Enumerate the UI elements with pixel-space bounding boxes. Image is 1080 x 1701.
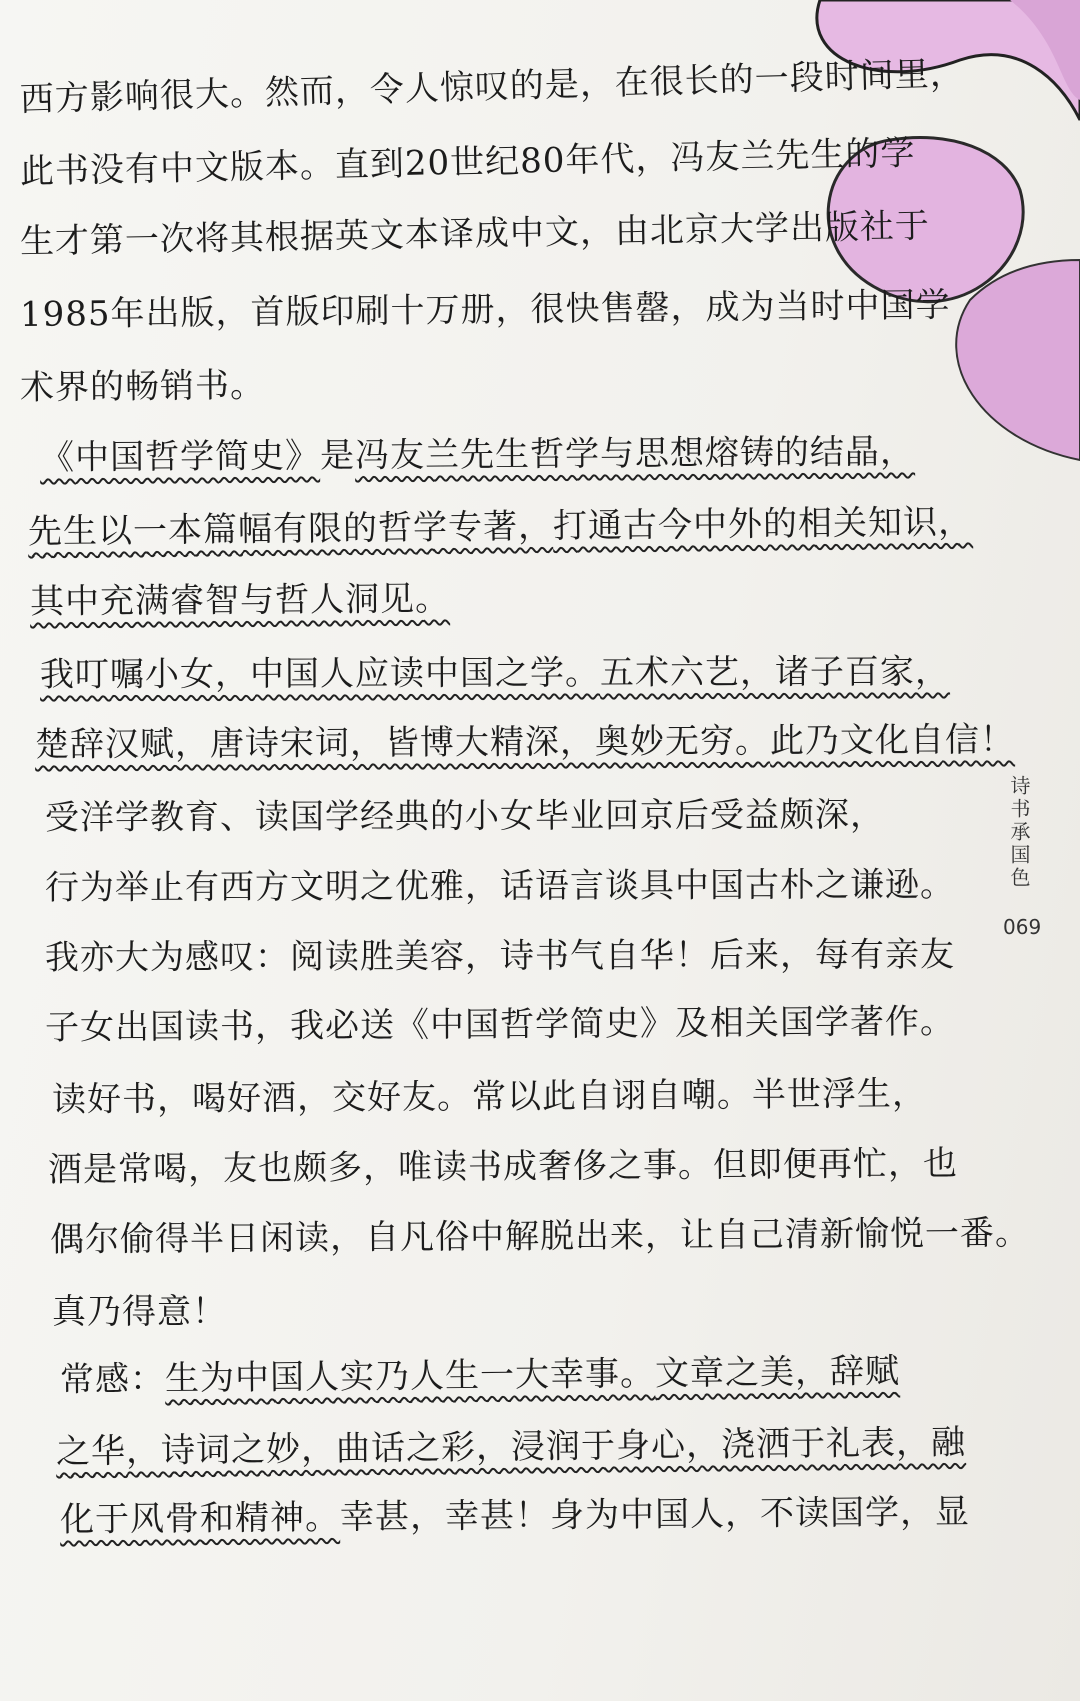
text-segment: 子女出国读书，我必送《中国哲学简史》及相关国学著作。 [44,1001,956,1048]
text-line [45,795,885,838]
underlined-text: 先生以一本篇幅有限的哲学专著， [27,506,554,552]
text-line [60,1351,900,1400]
underlined-text: 之华，诗词之妙，曲话之彩，浸润于身心，浇洒于礼表，融 [55,1422,967,1472]
text-segment: 术界的畅销书。 [19,365,266,408]
text-line [50,1213,1030,1260]
text-segment: 真乃得意！ [52,1292,227,1332]
underlined-text: 文章之美，辞赋 [654,1351,901,1394]
text-segment: 酒是常喝，友也颇多，唯读书成奢侈之事。但即便再忙，也 [47,1143,959,1190]
text-line [40,432,915,478]
text-segment: 1985年出版，首版印刷十万册，很快售罄，成为当时中国学 [19,285,951,335]
text-line [28,502,973,552]
text-segment: 幸甚，幸甚！身为中国人，不读国学，显 [339,1492,971,1538]
underlined-text: 其中充满睿智与哲人洞见。 [29,579,451,622]
underlined-text: 冯友兰先生哲学与思想熔铸的结晶， [354,431,916,476]
running-title: 诗书承国色 [1007,775,1031,890]
text-line [35,720,1015,765]
underlined-text: 生为中国人实乃人生一大幸事。 [164,1353,656,1399]
text-line [60,1492,970,1540]
text-segment: 此书没有中文版本。直到20世纪80年代，冯友兰先生的学 [19,133,916,192]
text-line [52,1074,927,1120]
text-line [30,579,450,622]
text-segment: 读好书，喝好酒，交好友。常以此自诩自嘲。半世浮生， [51,1073,928,1120]
text-segment: 是 [319,435,356,477]
text-segment: 生才第一次将其根据英文本译成中文，由北京大学出版社于 [19,206,931,262]
text-segment: 常感： [59,1358,166,1400]
text-line [45,865,955,908]
text-segment: 偶尔偷得半日闲读，自凡俗中解脱出来，让自己清新愉悦一番。 [49,1213,1031,1260]
text-line [45,1002,955,1048]
underlined-text: 楚辞汉赋，唐诗宋词，皆博大精深，奥妙无穷。 [34,721,771,765]
underlined-text: 此乃文化自信！ [769,719,1016,762]
text-segment: 我亦大为感叹：阅读胜美容，诗书气自华！后来，每有亲友 [44,934,956,978]
page-number: 069 [1003,915,1042,939]
text-line [45,935,955,978]
text-segment: 西方影响很大。然而，令人惊叹的是，在很长的一段时间里， [19,53,966,120]
underlined-text: 打通古今中外的相关知识， [552,502,974,547]
underlined-text: 我叮嘱小女，中国人应读中国之学。 [39,653,601,695]
text-line [52,1292,227,1332]
text-segment: 受洋学教育、读国学经典的小女毕业回京后受益颇深， [44,795,886,838]
text-line [20,365,265,408]
text-line [56,1422,966,1472]
underlined-text: 五术六艺，诸子百家， [599,651,951,694]
text-line [40,652,950,695]
underlined-text: 《中国哲学简史》 [39,436,321,478]
underlined-text: 化于风骨和精神。 [59,1497,341,1540]
text-line [48,1144,958,1190]
text-segment: 行为举止有西方文明之优雅，话语言谈具中国古朴之谦逊。 [44,864,956,908]
